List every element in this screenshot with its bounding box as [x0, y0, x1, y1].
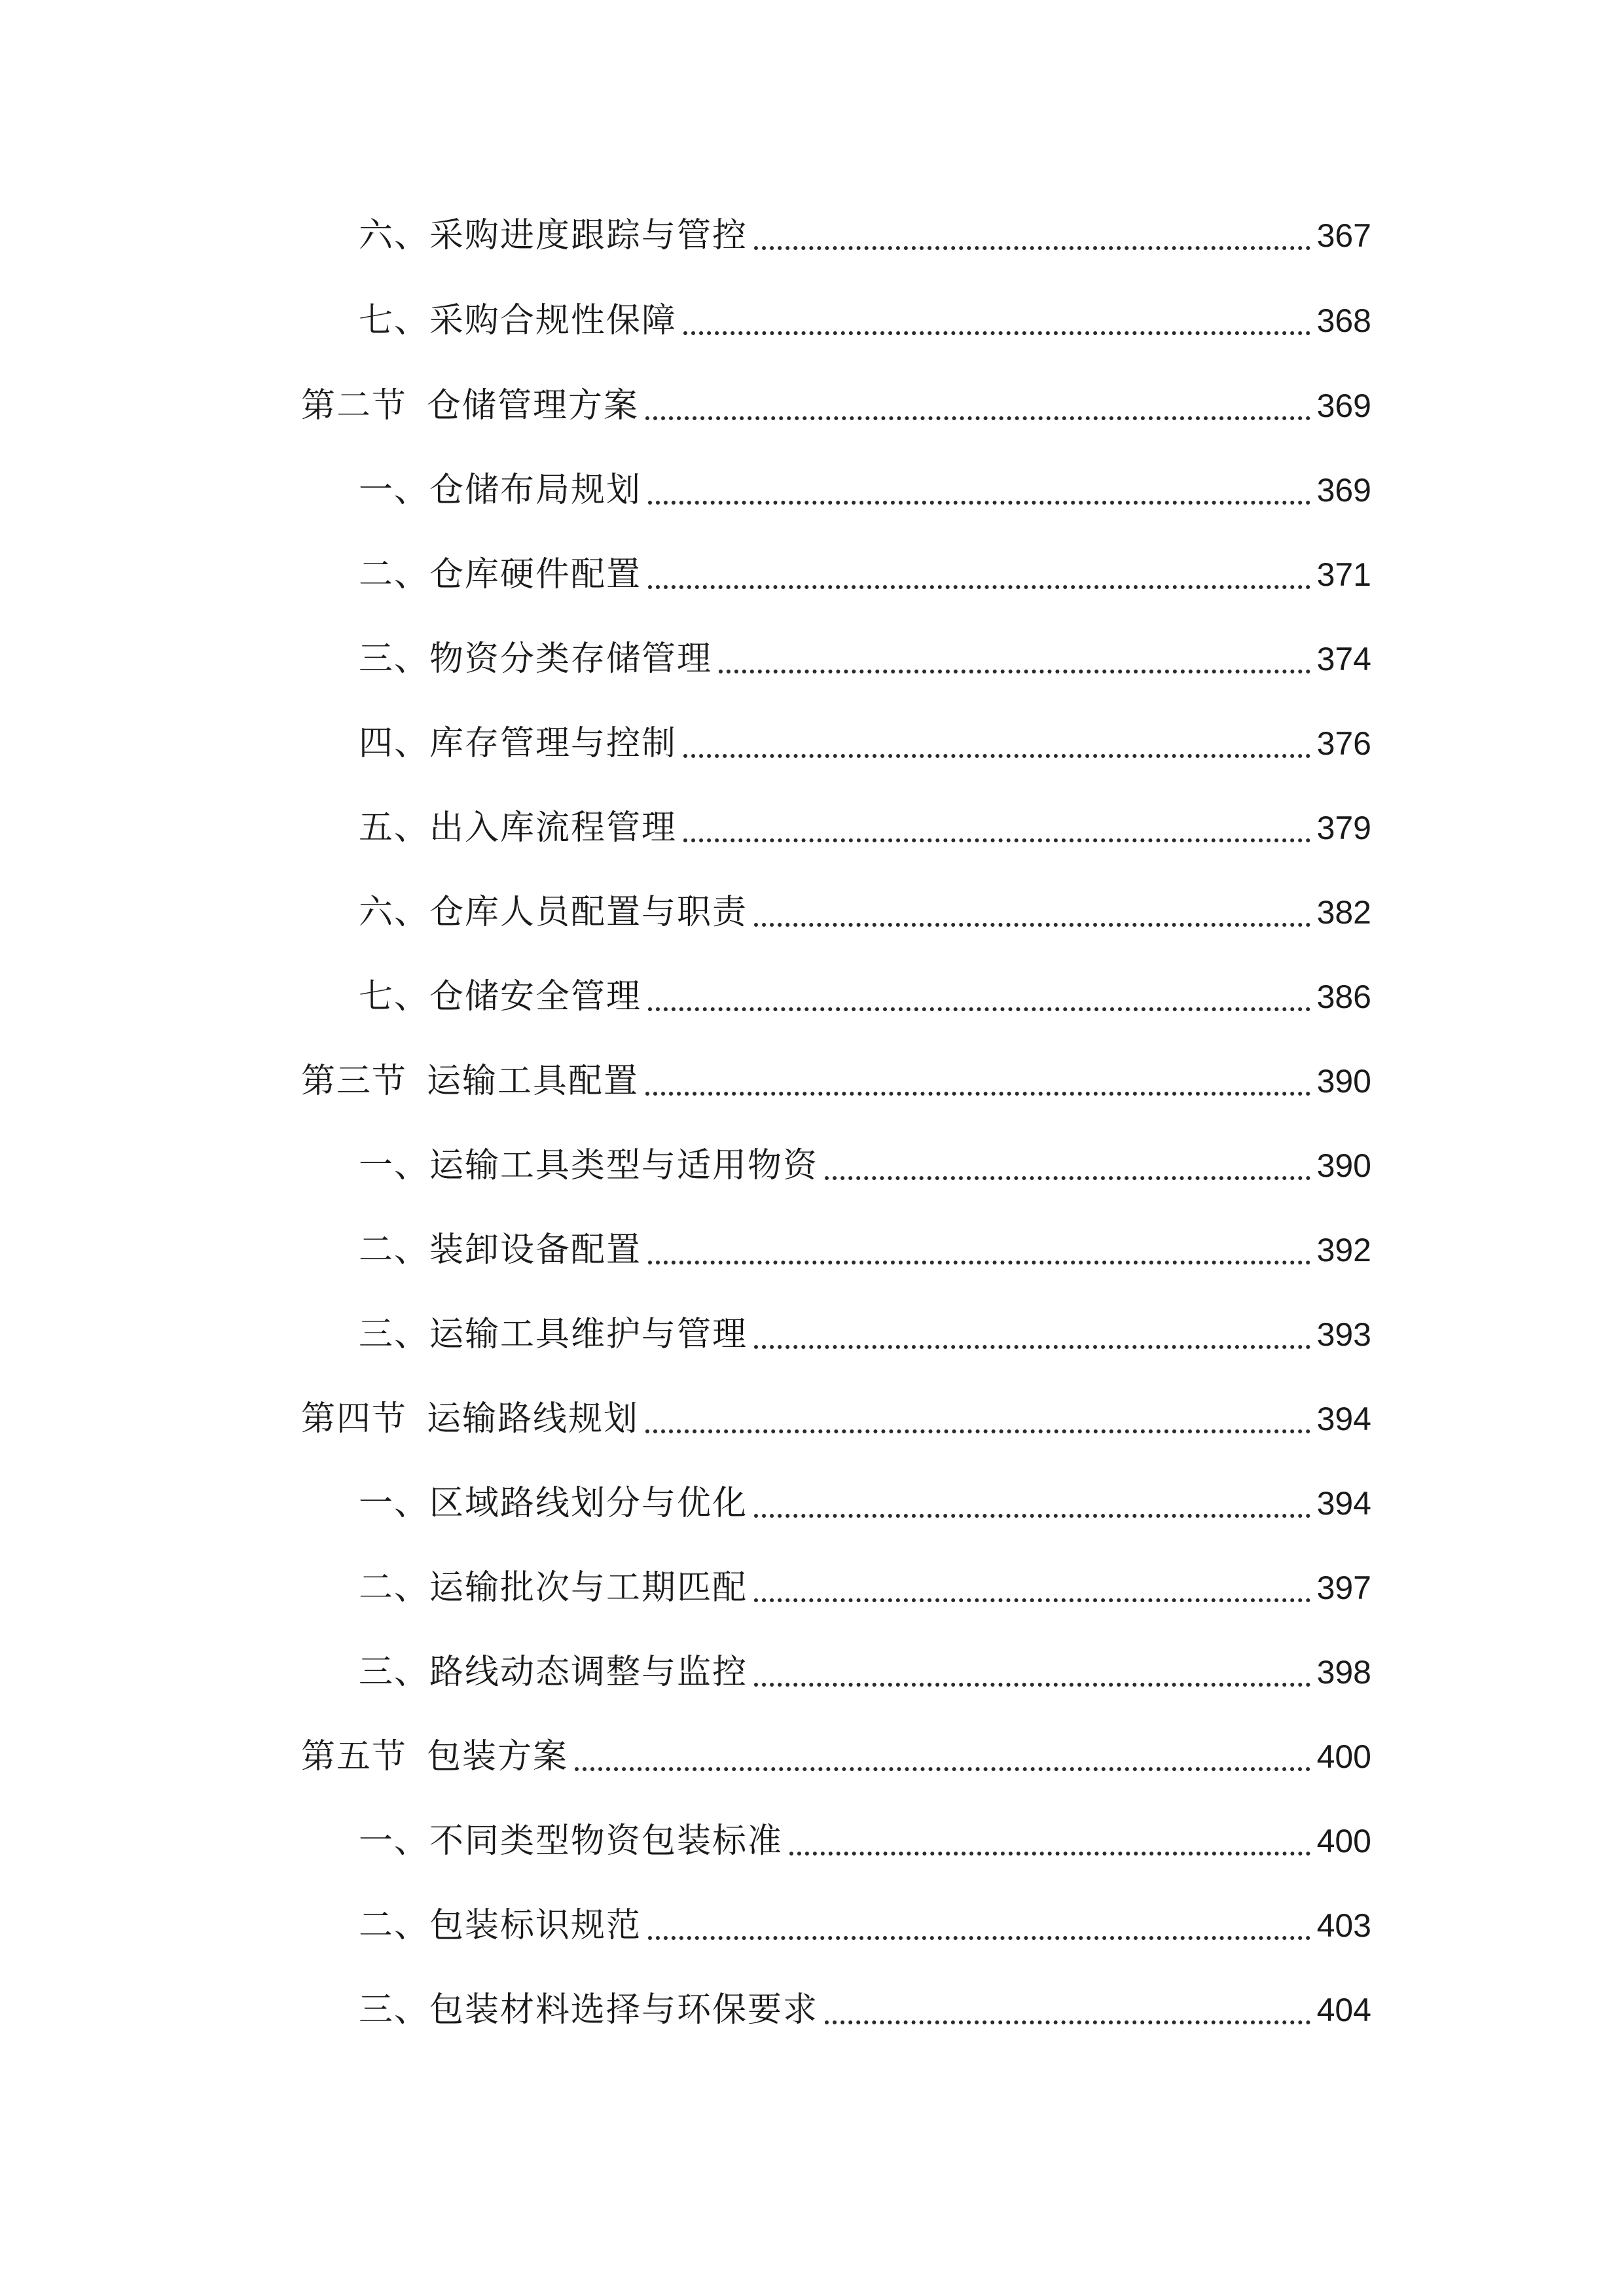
toc-section-title — [301, 1393, 639, 1445]
toc-dot-leader — [648, 1007, 1310, 1011]
toc-dot-leader — [683, 838, 1310, 842]
toc-entry-title: 三、包装材料选择与环保要求 — [359, 1990, 819, 2030]
toc-entry-title: 四、库存管理与控制 — [359, 724, 677, 763]
toc-entry[interactable] — [0, 1646, 1624, 1698]
toc-entry-title: 二、包装标识规范 — [359, 1906, 642, 1945]
toc-dot-leader — [825, 2020, 1310, 2024]
toc-entry-title: 二、装卸设备配置 — [359, 1230, 642, 1270]
toc-entry[interactable] — [0, 1815, 1624, 1867]
toc-page-number: 369 — [1316, 387, 1371, 424]
toc-entry[interactable] — [0, 886, 1624, 939]
toc-dot-leader — [645, 1429, 1310, 1433]
toc-page-number: 376 — [1316, 725, 1371, 762]
toc-dot-leader — [648, 1261, 1310, 1265]
toc-page-number: 371 — [1316, 556, 1371, 593]
toc-dot-leader — [754, 923, 1310, 927]
toc-entry[interactable] — [0, 971, 1624, 1023]
toc-dot-leader — [648, 585, 1310, 589]
toc-section-number: 第二节 — [301, 386, 408, 425]
toc-page-number: 367 — [1316, 217, 1371, 254]
toc-page-number: 374 — [1316, 641, 1371, 677]
toc-entry[interactable] — [0, 464, 1624, 516]
toc-entry-title: 二、仓库硬件配置 — [359, 555, 642, 594]
toc-page-number: 390 — [1316, 1147, 1371, 1184]
toc-entry-title: 三、路线动态调整与监控 — [359, 1653, 748, 1692]
toc-entry-title: 五、出入库流程管理 — [359, 808, 677, 848]
toc-entry-title: 六、仓库人员配置与职责 — [359, 893, 748, 932]
toc-dot-leader — [754, 1514, 1310, 1518]
toc-page-number: 379 — [1316, 810, 1371, 846]
toc-section-name: 运输工具配置 — [427, 1062, 640, 1101]
toc-entry[interactable] — [0, 1984, 1624, 2036]
toc-page-number: 390 — [1316, 1063, 1371, 1100]
toc-page-number: 400 — [1316, 1738, 1371, 1775]
toc-dot-leader — [754, 1598, 1310, 1602]
toc-section-name: 仓储管理方案 — [427, 386, 640, 425]
toc-entry-title: 一、运输工具类型与适用物资 — [359, 1146, 819, 1185]
toc-section-name: 运输路线规划 — [427, 1399, 640, 1439]
toc-section-entry[interactable] — [0, 380, 1624, 432]
toc-page-number: 394 — [1316, 1401, 1371, 1437]
toc-dot-leader — [754, 1345, 1310, 1349]
toc-page-number: 392 — [1316, 1232, 1371, 1268]
toc-dot-leader — [789, 1852, 1310, 1856]
toc-entry-title: 一、仓储布局规划 — [359, 471, 642, 510]
toc-entry[interactable] — [0, 1308, 1624, 1361]
toc-entry-title: 三、运输工具维护与管理 — [359, 1315, 748, 1354]
toc-entry-title: 三、物资分类存储管理 — [359, 639, 713, 679]
toc-entry[interactable] — [0, 633, 1624, 685]
toc-dot-leader — [754, 246, 1310, 250]
toc-dot-leader — [648, 501, 1310, 505]
toc-entry-title: 一、不同类型物资包装标准 — [359, 1821, 784, 1861]
toc-entry-title: 二、运输批次与工期匹配 — [359, 1568, 748, 1607]
toc-entry[interactable] — [0, 209, 1624, 262]
toc-entry[interactable] — [0, 1224, 1624, 1276]
toc-page-number: 382 — [1316, 894, 1371, 931]
toc-entry-title: 一、区域路线划分与优化 — [359, 1484, 748, 1523]
toc-dot-leader — [575, 1767, 1310, 1771]
toc-entry-title: 七、采购合规性保障 — [359, 301, 677, 340]
toc-section-entry[interactable] — [0, 1055, 1624, 1107]
toc-section-number: 第三节 — [301, 1062, 408, 1101]
toc-page-number: 386 — [1316, 978, 1371, 1015]
toc-dot-leader — [683, 331, 1310, 335]
toc-entry[interactable] — [0, 1477, 1624, 1530]
toc-page-number: 398 — [1316, 1654, 1371, 1691]
toc-entry[interactable] — [0, 548, 1624, 601]
toc-section-entry[interactable] — [0, 1731, 1624, 1783]
toc-section-title — [301, 1731, 568, 1783]
toc-entry[interactable] — [0, 1139, 1624, 1192]
toc-page-number: 400 — [1316, 1823, 1371, 1859]
toc-dot-leader — [645, 1092, 1310, 1096]
toc-entry-title: 六、采购进度跟踪与管控 — [359, 216, 748, 255]
toc-section-entry[interactable] — [0, 1393, 1624, 1445]
toc-page-number: 403 — [1316, 1907, 1371, 1944]
toc-section-number: 第四节 — [301, 1399, 408, 1439]
toc-page-number: 369 — [1316, 472, 1371, 509]
toc-entry[interactable] — [0, 1562, 1624, 1614]
toc-entry[interactable] — [0, 717, 1624, 770]
toc-dot-leader — [754, 1683, 1310, 1687]
toc-page-number: 393 — [1316, 1316, 1371, 1353]
toc-page-number: 404 — [1316, 1992, 1371, 2028]
toc-dot-leader — [825, 1176, 1310, 1180]
toc-dot-leader — [648, 1936, 1310, 1940]
toc-dot-leader — [683, 754, 1310, 758]
toc-page-number: 394 — [1316, 1485, 1371, 1522]
toc-section-name: 包装方案 — [427, 1737, 569, 1776]
toc-entry[interactable] — [0, 1899, 1624, 1952]
toc-page-number: 368 — [1316, 302, 1371, 339]
toc-entry-title: 七、仓储安全管理 — [359, 977, 642, 1016]
toc-entry[interactable] — [0, 802, 1624, 854]
toc-entry[interactable] — [0, 295, 1624, 347]
toc-section-title — [301, 380, 639, 432]
toc-section-number: 第五节 — [301, 1737, 408, 1776]
toc-dot-leader — [719, 670, 1310, 673]
toc-dot-leader — [645, 416, 1310, 420]
toc-page-number: 397 — [1316, 1570, 1371, 1606]
toc-section-title — [301, 1055, 639, 1107]
